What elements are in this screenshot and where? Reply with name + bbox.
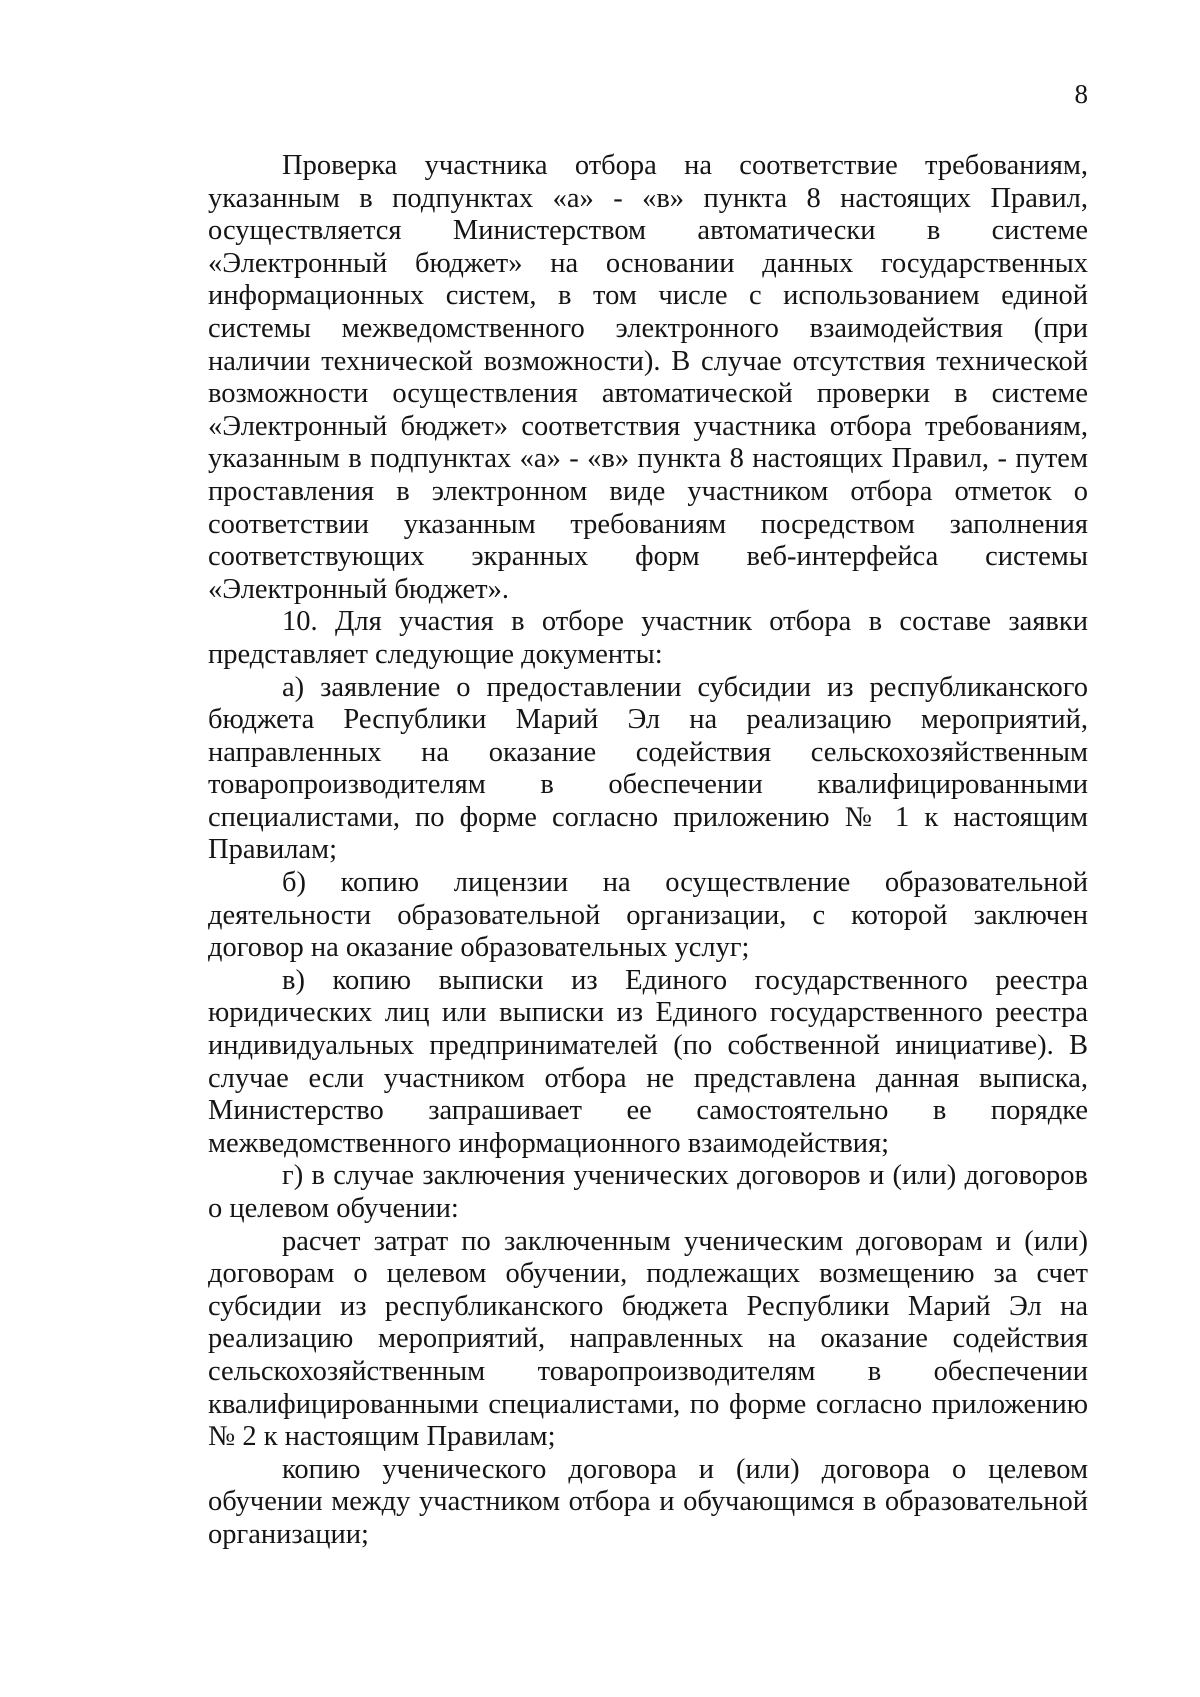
paragraph-item-10: 10. Для участия в отборе участник отбора в составе заявки представляет следующие документы:: [208, 606, 1088, 670]
paragraph-subitem-g: г) в случае заключения ученических договоров и (или) договоров о целевом обучении:: [208, 1160, 1088, 1224]
paragraph-subitem-v: в) копию выписки из Единого государственного реестра юридических лиц или выписки из Единого государственного реестра индивидуальных предпринимателей (по собственной инициативе). В случае если участником отбора не представлена данная выписка, Министерство запрашивает ее самостоятельно в порядке межведомственного информационного взаимодействия;: [208, 964, 1088, 1159]
document-body: [208, 150, 1088, 1552]
paragraph-subitem-b: б) копию лицензии на осуществление образовательной деятельности образовательной организации, с которой заключен договор на оказание образовательных услуг;: [208, 867, 1088, 964]
paragraph-subitem-a: а) заявление о предоставлении субсидии из республиканского бюджета Республики Марий Эл на реализацию мероприятий, направленных на оказание содействия сельскохозяйственным товаропроизводителям в обеспечении квалифицированными специалистами, по форме согласно приложению № 1 к настоящим Правилам;: [208, 671, 1088, 866]
paragraph-contract-copy: копию ученического договора и (или) договора о целевом обучении между участником отбора и обучающимся в образовательной организации;: [208, 1453, 1088, 1550]
paragraph-cost-calculation: расчет затрат по заключенным ученическим договорам и (или) договорам о целевом обучении, подлежащих возмещению за счет субсидии из республиканского бюджета Республики Марий Эл на реализацию мероприятий, направленных на оказание содействия сельскохозяйственным товаропроизводителям в обеспечении квалифицированными специалистами, по форме согласно приложению № 2 к настоящим Правилам;: [208, 1225, 1088, 1453]
page-number: 8: [1074, 79, 1088, 109]
paragraph-verification: Проверка участника отбора на соответствие требованиям, указанным в подпунктах «а» - «в» пункта 8 настоящих Правил, осуществляется Министерством автоматически в системе «Электронный бюджет» на основании данных государственных информационных систем, в том числе с использованием единой системы межведомственного электронного взаимодействия (при наличии технической возможности). В случае отсутствия технической возможности осуществления автоматической проверки в системе «Электронный бюджет» соответствия участника отбора требованиям, указанным в подпунктах «а» - «в» пункта 8 настоящих Правил, - путем проставления в электронном виде участником отбора отметок о соответствии указанным требованиям посредством заполнения соответствующих экранных форм веб-интерфейса системы «Электронный бюджет».: [208, 150, 1088, 605]
